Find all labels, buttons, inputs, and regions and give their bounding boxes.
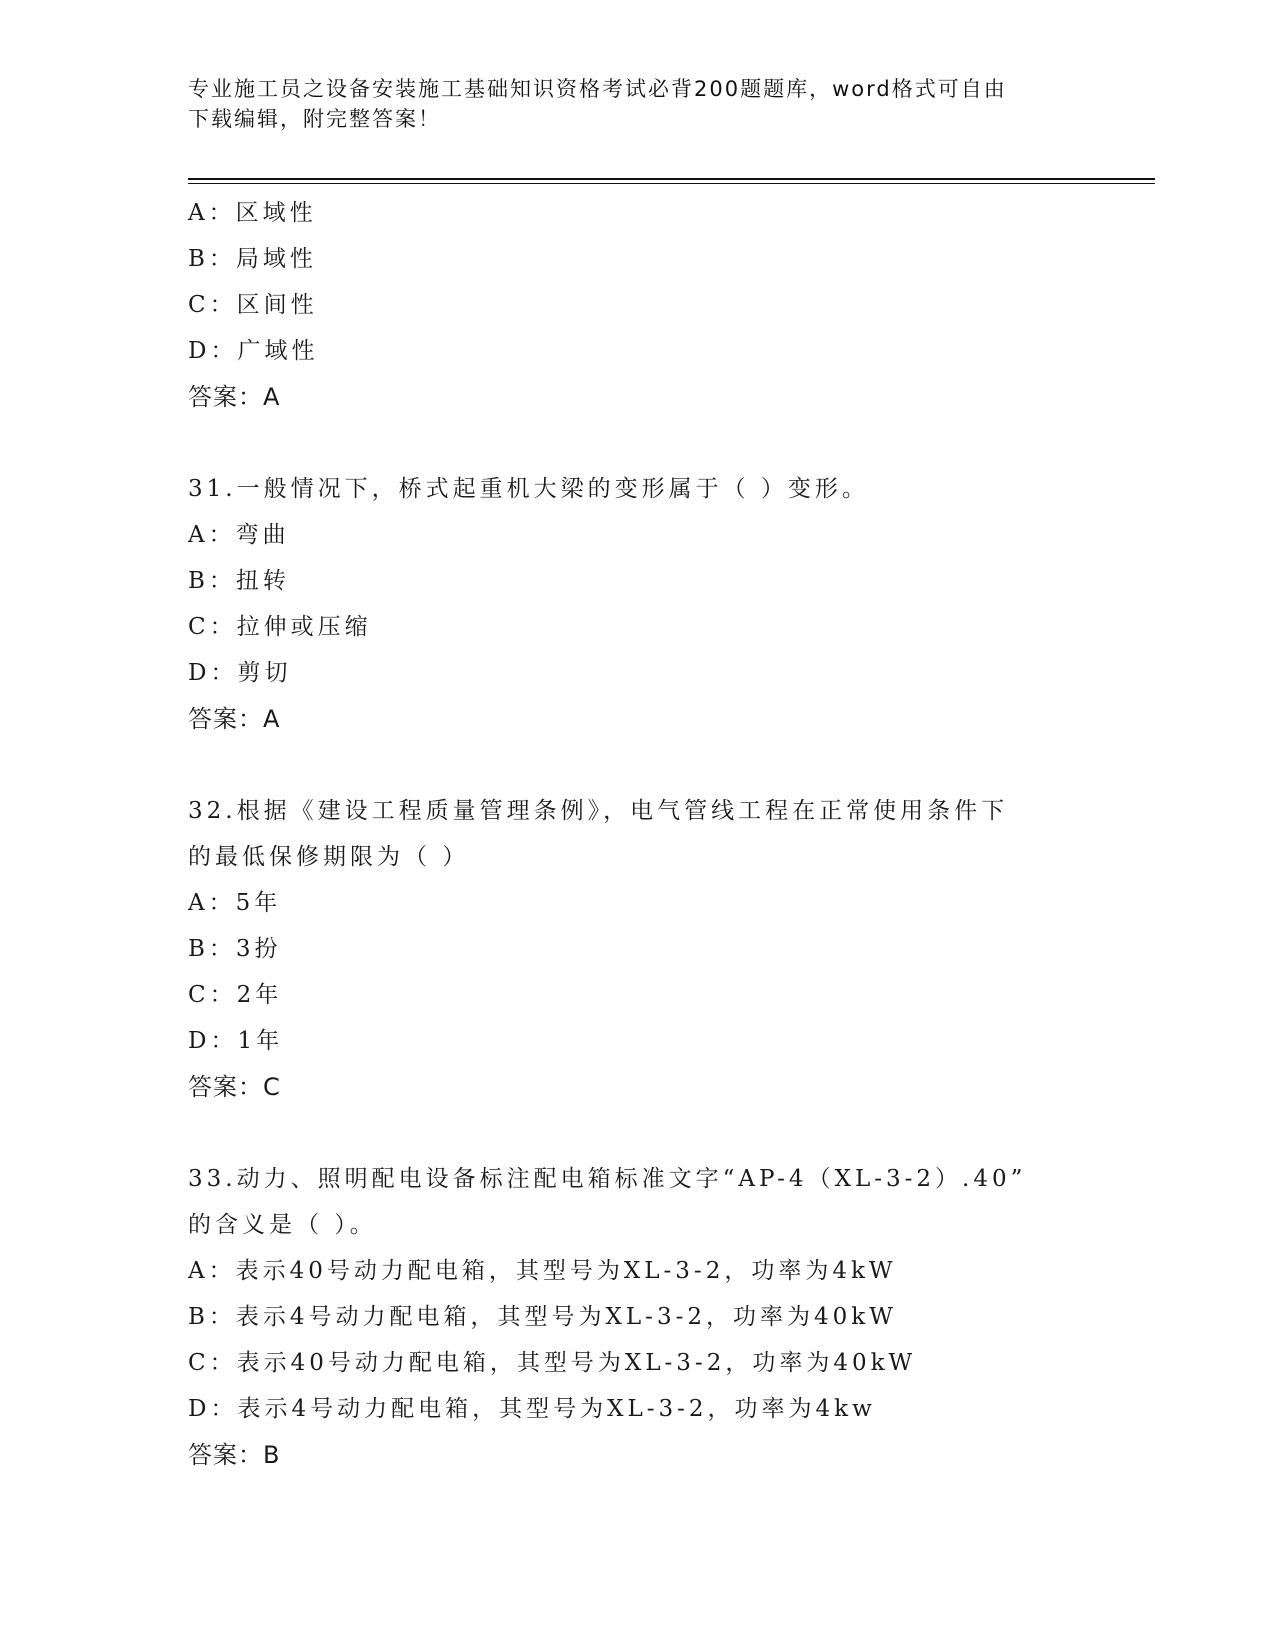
option-a: A：表示40号动力配电箱，其型号为XL-3-2，功率为4kW — [188, 1258, 897, 1284]
option-c: C：2年 — [188, 982, 283, 1008]
option-a: A：弯曲 — [188, 522, 290, 548]
answer-line: 答案：A — [188, 383, 281, 411]
question-33 — [188, 1156, 1088, 1478]
question-stem-line-1: 33.动力、照明配电设备标注配电箱标准文字“AP-4（XL-3-2）.40” — [188, 1166, 1027, 1192]
option-c: C：拉伸或压缩 — [188, 614, 372, 640]
option-d: D：广域性 — [188, 338, 319, 364]
option-d: D：表示4号动力配电箱，其型号为XL-3-2，功率为4kw — [188, 1396, 876, 1422]
option-d: D：1年 — [188, 1028, 284, 1054]
option-a: A：5年 — [188, 890, 282, 916]
option-c: C：区间性 — [188, 292, 318, 318]
header-divider-thick — [188, 178, 1155, 180]
header-divider-thin — [188, 183, 1155, 184]
question-32 — [188, 788, 1088, 1110]
question-stem-line-2: 的含义是（ ）。 — [188, 1212, 377, 1238]
header-line-2: 下载编辑，附完整答案！ — [188, 107, 441, 131]
answer-line: 答案：B — [188, 1441, 281, 1469]
option-b: B：3扮 — [188, 936, 282, 962]
option-b: B：扭转 — [188, 568, 290, 594]
answer-line: 答案：A — [188, 705, 281, 733]
document-header — [188, 74, 1068, 134]
spacer — [188, 420, 1088, 466]
question-stem: 31.一般情况下，桥式起重机大梁的变形属于（ ）变形。 — [188, 476, 869, 502]
option-d: D：剪切 — [188, 660, 292, 686]
option-a: A：区域性 — [188, 200, 317, 226]
spacer — [188, 1110, 1088, 1156]
question-stem-line-2: 的最低保修期限为（ ） — [188, 844, 470, 870]
option-c: C：表示40号动力配电箱，其型号为XL-3-2，功率为40kW — [188, 1350, 917, 1376]
question-list — [188, 190, 1088, 1478]
header-line-1: 专业施工员之设备安装施工基础知识资格考试必背200题题库，word格式可自由 — [188, 77, 1007, 101]
option-b: B：表示4号动力配电箱，其型号为XL-3-2，功率为40kW — [188, 1304, 897, 1330]
spacer — [188, 742, 1088, 788]
question-31 — [188, 466, 1088, 742]
option-b: B：局域性 — [188, 246, 317, 272]
answer-line: 答案：C — [188, 1073, 281, 1101]
question-stem-line-1: 32.根据《建设工程质量管理条例》，电气管线工程在正常使用条件下 — [188, 798, 1009, 824]
question-30-tail — [188, 190, 1088, 420]
